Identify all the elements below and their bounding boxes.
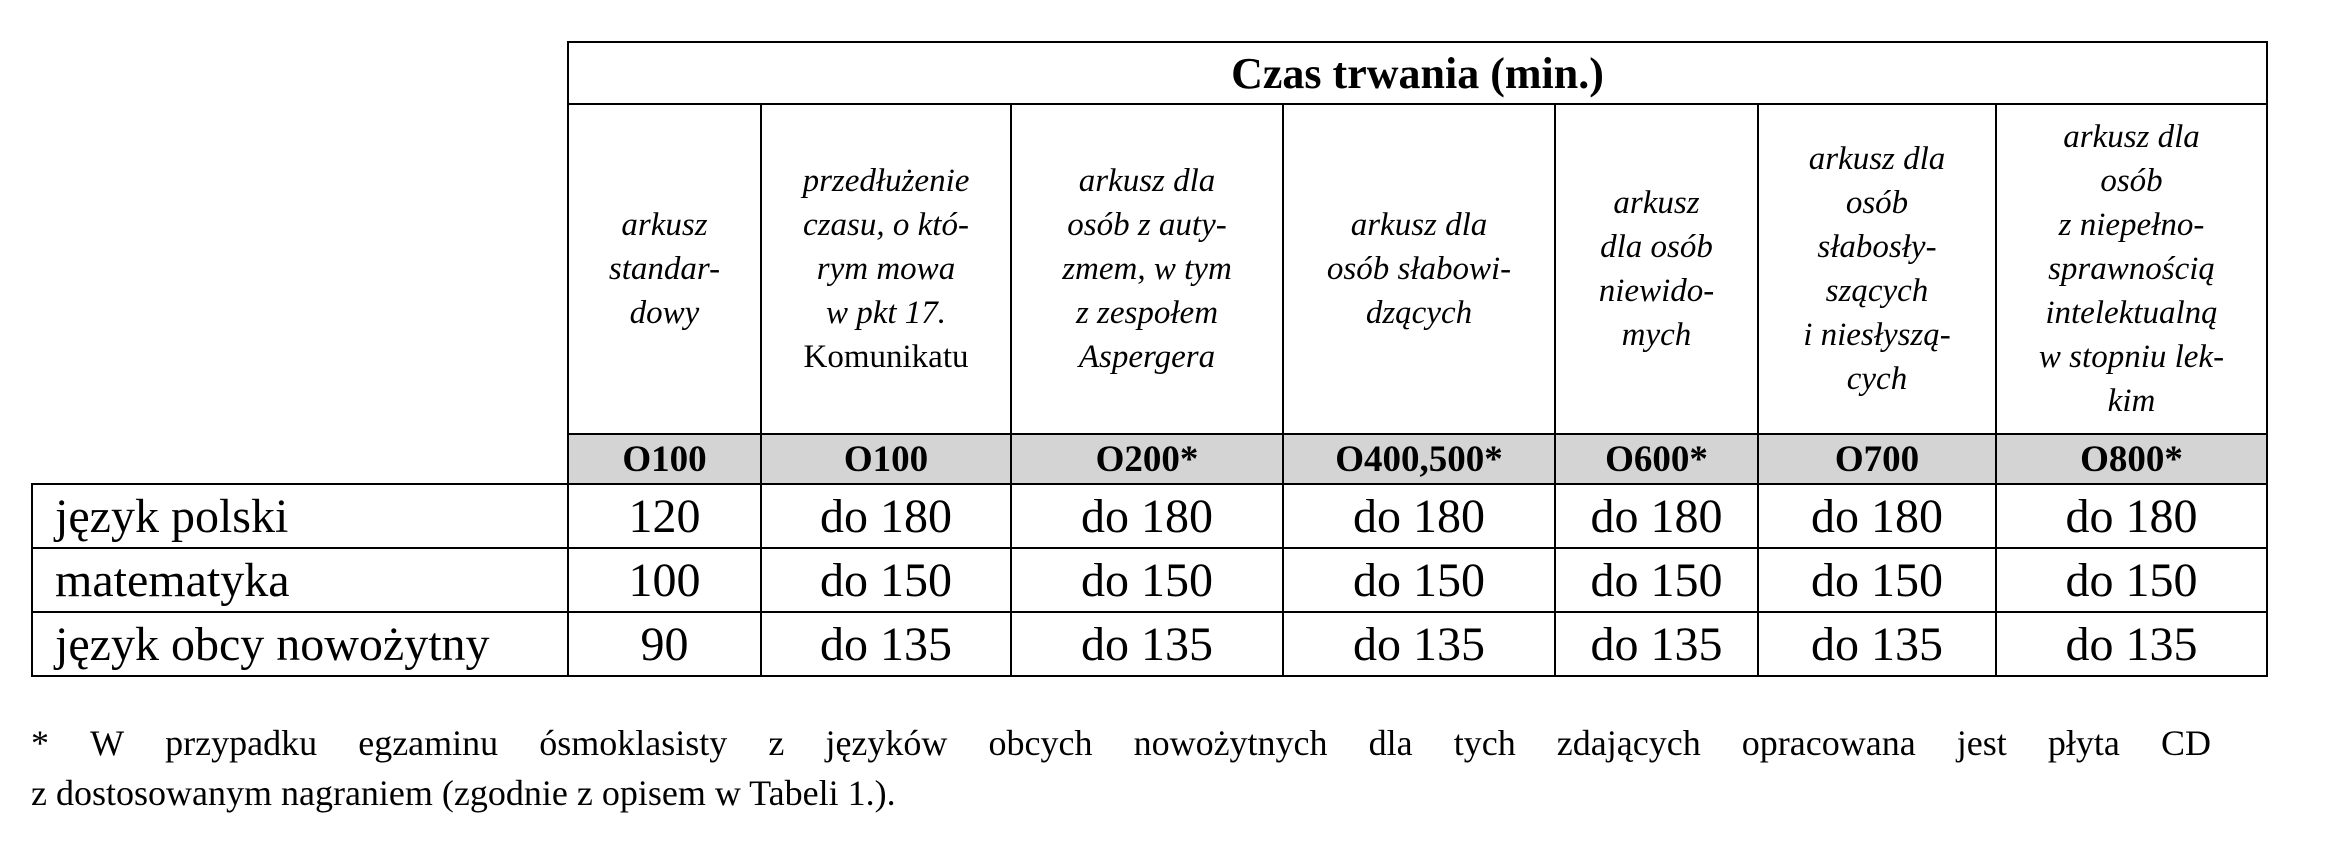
duration-cell: do 180: [1283, 484, 1555, 548]
footnote-word: ósmoklasisty: [539, 723, 728, 763]
footnote-word: języków: [825, 723, 948, 763]
exam-duration-table: [31, 41, 2268, 677]
column-description-line: dzących: [1365, 295, 1473, 331]
column-description-line: Komunikatu: [803, 339, 969, 375]
duration-cell: do 135: [1758, 612, 1996, 676]
table-row: [32, 548, 2267, 612]
column-description-line: arkusz: [1613, 185, 1700, 221]
duration-cell: do 180: [1996, 484, 2267, 548]
footnote-word: z: [768, 723, 785, 763]
column-description-line: szących: [1825, 273, 1929, 309]
column-description-line: przedłużenie: [802, 163, 970, 199]
column-description-line: w stopniu lek-: [2038, 339, 2225, 375]
column-description: [761, 104, 1011, 434]
duration-cell: do 150: [1283, 548, 1555, 612]
footnote-line-2: z dostosowanym nagraniem (zgodnie z opisem w Tabeli 1.).: [31, 773, 896, 813]
column-code: O200*: [1011, 434, 1283, 484]
footnote-word: obcych: [988, 723, 1093, 763]
column-code: O100: [568, 434, 761, 484]
duration-cell: do 180: [1555, 484, 1758, 548]
column-description: [568, 104, 761, 434]
column-description-row: [32, 104, 2267, 434]
duration-cell: do 150: [1555, 548, 1758, 612]
duration-cell: 120: [568, 484, 761, 548]
column-description-line: z niepełno-: [2058, 207, 2205, 243]
column-description-line: kim: [2107, 383, 2156, 419]
footnote-word: tych: [1453, 723, 1516, 763]
column-description: [1011, 104, 1283, 434]
duration-cell: do 135: [1555, 612, 1758, 676]
footnote-line-1: [31, 718, 2211, 768]
duration-cell: do 180: [1758, 484, 1996, 548]
column-description-line: arkusz dla: [2063, 119, 2200, 155]
column-description-line: dla osób: [1600, 229, 1713, 265]
column-description-line: standar-: [608, 251, 721, 287]
subject-cell: matematyka: [32, 548, 568, 612]
column-code: O600*: [1555, 434, 1758, 484]
group-header: Czas trwania (min.): [568, 42, 2267, 104]
column-description-line: osób słabowi-: [1326, 251, 1512, 287]
footnote-word: przypadku: [165, 723, 318, 763]
footnote-word: zdających: [1556, 723, 1701, 763]
header-row: [32, 42, 2267, 104]
column-description-line: arkusz dla: [1078, 163, 1216, 199]
duration-cell: do 150: [1011, 548, 1283, 612]
footnote-word: *: [31, 723, 49, 763]
column-description-line: osób: [2100, 163, 2163, 199]
column-code: O400,500*: [1283, 434, 1555, 484]
footnote-word: nowożytnych: [1133, 723, 1328, 763]
column-description-line: mych: [1621, 317, 1692, 353]
duration-cell: 100: [568, 548, 761, 612]
footnote: [31, 718, 2211, 818]
subject-cell: język polski: [32, 484, 568, 548]
column-description-line: słabosły-: [1817, 229, 1937, 265]
column-description-line: dowy: [629, 295, 700, 331]
duration-cell: do 135: [1996, 612, 2267, 676]
column-description-line: sprawnością: [2048, 251, 2215, 287]
empty-corner-cell: [32, 434, 568, 484]
column-code: O100: [761, 434, 1011, 484]
column-description: [1758, 104, 1996, 434]
column-description-line: osób: [1845, 185, 1909, 221]
column-description-line: i niesłyszą-: [1803, 317, 1951, 353]
column-code: O700: [1758, 434, 1996, 484]
column-description-line: czasu, o któ-: [803, 207, 969, 243]
footnote-word: płyta: [2047, 723, 2120, 763]
column-code: O800*: [1996, 434, 2267, 484]
subject-cell: język obcy nowożytny: [32, 612, 568, 676]
table-row: [32, 612, 2267, 676]
footnote-word: dla: [1368, 723, 1413, 763]
duration-cell: do 135: [1011, 612, 1283, 676]
duration-cell: do 150: [1996, 548, 2267, 612]
column-description-line: niewido-: [1598, 273, 1715, 309]
column-description: [1555, 104, 1758, 434]
empty-corner-cell: [32, 42, 568, 104]
column-description-line: rym mowa: [816, 251, 956, 287]
column-description-line: intelektualną: [2045, 295, 2218, 331]
duration-cell: do 180: [1011, 484, 1283, 548]
duration-cell: do 150: [761, 548, 1011, 612]
column-description: [1283, 104, 1555, 434]
footnote-word: jest: [1956, 723, 2007, 763]
column-description-line: zmem, w tym: [1062, 251, 1232, 287]
column-description-line: arkusz dla: [1350, 207, 1488, 243]
empty-corner-cell: [32, 104, 568, 434]
duration-cell: 90: [568, 612, 761, 676]
duration-cell: do 135: [761, 612, 1011, 676]
column-description: [1996, 104, 2267, 434]
column-description-line: arkusz: [621, 207, 708, 243]
table-row: [32, 484, 2267, 548]
footnote-word: W: [90, 723, 125, 763]
footnote-word: CD: [2160, 723, 2211, 763]
footnote-word: egzaminu: [358, 723, 499, 763]
column-description-line: arkusz dla: [1808, 141, 1946, 177]
column-code-row: [32, 434, 2267, 484]
duration-cell: do 180: [761, 484, 1011, 548]
duration-cell: do 150: [1758, 548, 1996, 612]
column-description-line: z zespołem: [1075, 295, 1219, 331]
column-description-line: osób z auty-: [1067, 207, 1227, 243]
column-description-line: w pkt 17.: [825, 295, 947, 331]
duration-cell: do 135: [1283, 612, 1555, 676]
footnote-word: opracowana: [1741, 723, 1916, 763]
column-description-line: cych: [1846, 361, 1908, 397]
column-description-line: Aspergera: [1078, 339, 1216, 375]
